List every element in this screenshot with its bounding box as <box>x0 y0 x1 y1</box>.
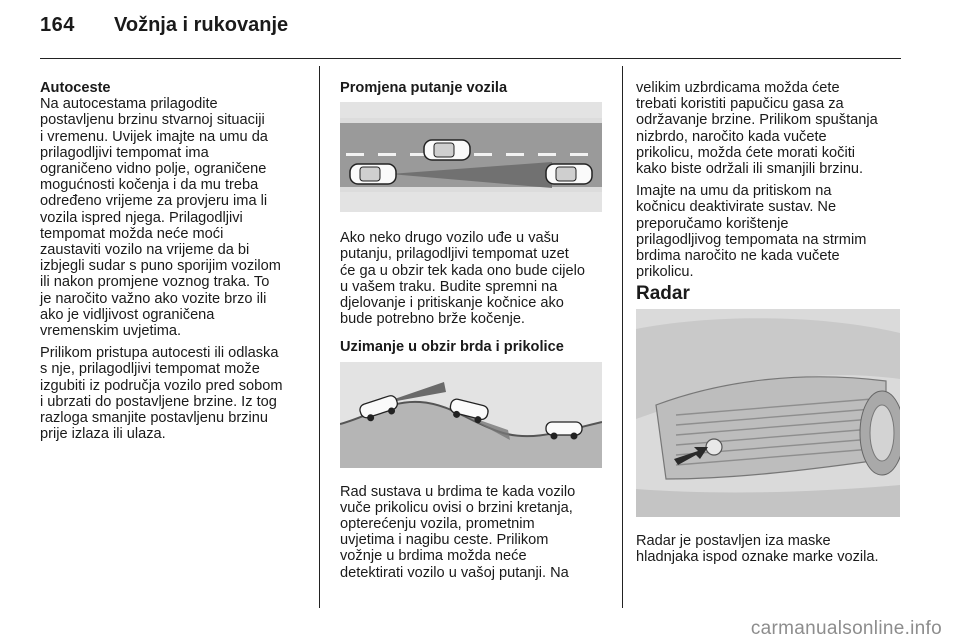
middle-column <box>340 80 610 587</box>
column-divider-right <box>622 66 623 608</box>
section-title-radar: Radar <box>636 283 690 305</box>
paragraph: Na autocestama prilagodite postavljenu brzinu stvarnoj situaciji i vremenu. Uvijek imajte na umu da prilagodljivi tempomat ima ograničeno vidno polje, ograničene mogućnosti kočenja i da mu treba određeno vrijeme za provjeru ima li vozila ispred njega. Prilagodljivi tempomat možda neće moći zaustaviti vozilo na vrijeme da bi izbjegli sudar s puno sporijim vozilom ili nakon promjene voznog traka. To je naročito važno ako vozite brzo ili ako je vidljivost ograničena vremenskim uvjetima. <box>40 96 281 340</box>
right-column <box>636 80 906 571</box>
paragraph: Ako neko drugo vozilo uđe u vašu putanju, prilagodljivi tempomat uzet će ga u obzir tek kada ono bude cijelo u vašem traku. Budite spremni na djelovanje i pritiskanje kočnice ako bude potrebno brže kočenje. <box>340 230 586 328</box>
radar-illustration <box>636 309 900 517</box>
chapter-title: Vožnja i rukovanje <box>114 14 289 36</box>
hills-illustration <box>340 362 602 468</box>
page-header <box>40 14 900 54</box>
paragraph: Rad sustava u brdima te kada vozilo vuče prikolicu ovisi o brzini kretanja, opterećenju vozila, prometnim uvjetima i nagibu ceste. Prilikom vožnje u brdima možda neće detektirati vozilo u vašoj putanji. Na <box>340 483 576 581</box>
radar-drawing <box>636 309 900 517</box>
watermark: carmanualsonline.info <box>750 618 942 639</box>
left-column <box>40 80 310 448</box>
section-heading-autoceste: Autoceste <box>40 80 111 96</box>
header-rule <box>40 58 901 59</box>
lane-change-drawing <box>340 102 602 212</box>
lane-change-illustration <box>340 102 602 212</box>
column-divider-left <box>319 66 320 608</box>
radar-caption: Radar je postavljen iza maske hladnjaka ispod oznake marke vozila. <box>636 532 879 565</box>
section-heading-lane-change: Promjena putanje vozila <box>340 80 508 96</box>
paragraph: velikim uzbrdicama možda ćete trebati koristiti papučicu gasa za održavanje brzine. Prilikom spuštanja nizbrdo, naročito kada vučete prikolicu, možda ćete morati kočiti kako biste održali ili smanjili brzinu. <box>636 80 878 178</box>
hills-drawing <box>340 362 602 468</box>
section-heading-hills-trailer: Uzimanje u obzir brda i prikolice <box>340 339 564 356</box>
paragraph: Imajte na umu da pritiskom na kočnicu deaktivirate sustav. Ne preporučamo korištenje prilagodljivog tempomata na strmim brdima naročito ne kada vučete prikolicu. <box>636 183 867 281</box>
paragraph: Prilikom pristupa autocesti ili odlaska s nje, prilagodljivi tempomat može izgubiti iz područja vozilo pred sobom i ubrzati do postavljene brzine. Iz tog razloga smanjite postavljenu brzinu prije izlaza ili ulaza. <box>40 345 283 443</box>
page-number: 164 <box>40 14 75 36</box>
